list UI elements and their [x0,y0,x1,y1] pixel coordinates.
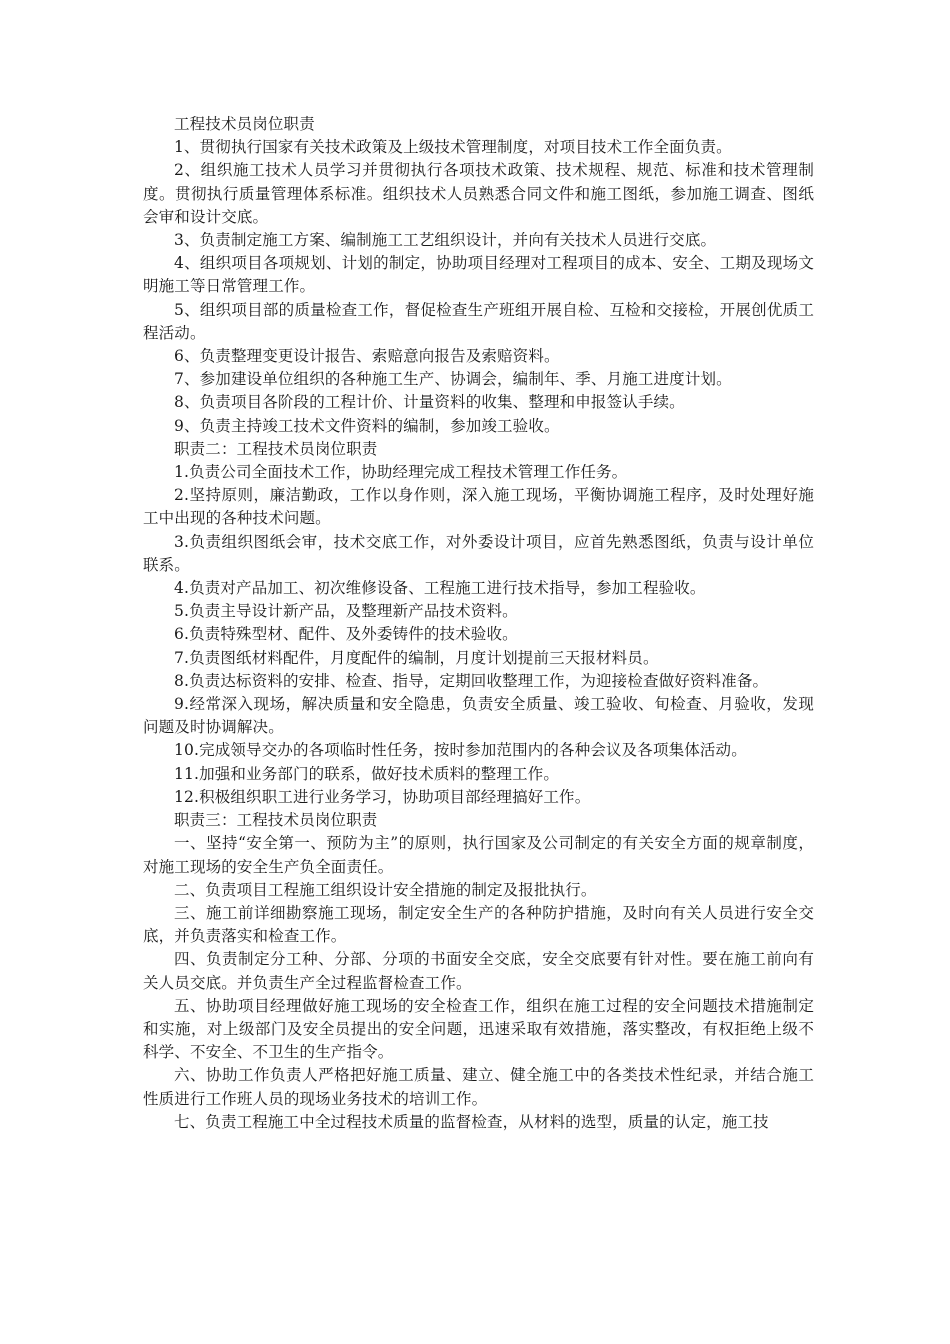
duty-paragraph: 三、施工前详细勘察施工现场，制定安全生产的各种防护措施，及时向有关人员进行安全交底，并负责落实和检查工作。 [143,903,814,946]
duty-paragraph: 5、组织项目部的质量检查工作，督促检查生产班组开展自检、互检和交接检，开展创优质工程活动。 [143,300,814,342]
duty-paragraph: 6、负责整理变更设计报告、索赔意向报告及索赔资料。 [174,347,560,366]
duty-paragraph: 五、协助项目经理做好施工现场的安全检查工作，组织在施工过程的安全问题技术措施制定和实施，对上级部门及安全员提出的安全问题，迅速采取有效措施，落实整改，有权拒绝上级不科学、不安全、不卫生的生产指令。 [143,996,814,1062]
duty-paragraph: 1.负责公司全面技术工作，协助经理完成工程技术管理工作任务。 [174,463,628,482]
duty-paragraph: 6.负责特殊型材、配件、及外委铸件的技术验收。 [174,625,518,644]
duty-paragraph: 3、负责制定施工方案、编制施工工艺组织设计，并向有关技术人员进行交底。 [174,231,717,250]
duty-paragraph: 六、协助工作负责人严格把好施工质量、建立、健全施工中的各类技术性纪录，并结合施工性质进行工作班人员的现场业务技术的培训工作。 [143,1066,814,1108]
duty-paragraph: 10.完成领导交办的各项临时性任务，按时参加范围内的各种会议及各项集体活动。 [174,741,747,760]
document-title: 工程技术员岗位职责 [174,115,315,133]
duty-paragraph: 二、负责项目工程施工组织设计安全措施的制定及报批执行。 [174,880,597,899]
duty-paragraph: 9.经常深入现场，解决质量和安全隐患，负责安全质量、竣工验收、旬检查、月验收，发现问题及时协调解决。 [143,695,814,737]
duty-paragraph: 4.负责对产品加工、初次维修设备、工程施工进行技术指导，参加工程验收。 [174,579,706,598]
duty-paragraph: 5.负责主导设计新产品，及整理新产品技术资料。 [174,602,518,621]
duty-paragraph: 7、参加建设单位组织的各种施工生产、协调会，编制年、季、月施工进度计划。 [174,370,732,389]
duty-paragraph: 9、负责主持竣工技术文件资料的编制，参加竣工验收。 [174,416,560,435]
duty-paragraph: 2.坚持原则，廉洁勤政，工作以身作则，深入施工现场，平衡协调施工程序，及时处理好施工中出现的各种技术问题。 [143,486,814,528]
duty-paragraph: 8、负责项目各阶段的工程计价、计量资料的收集、整理和申报签认手续。 [174,393,685,412]
duty-paragraph: 11.加强和业务部门的联系，做好技术质料的整理工作。 [174,764,560,783]
section-heading: 职责二：工程技术员岗位职责 [174,439,378,458]
duty-paragraph: 8.负责达标资料的安排、检查、指导，定期回收整理工作，为迎接检查做好资料准备。 [174,671,769,690]
duty-paragraph: 4、组织项目各项规划、计划的制定，协助项目经理对工程项目的成本、安全、工期及现场文明施工等日常管理工作。 [143,254,814,296]
duty-paragraph: 四、负责制定分工种、分部、分项的书面安全交底，安全交底要有针对性。要在施工前向有关人员交底。并负责生产全过程监督检查工作。 [143,950,814,992]
duty-paragraph: 1、贯彻执行国家有关技术政策及上级技术管理制度，对项目技术工作全面负责。 [174,138,732,157]
duty-paragraph: 一、坚持“安全第一、预防为主”的原则，执行国家及公司制定的有关安全方面的规章制度，对施工现场的安全生产负全面责任。 [143,834,814,876]
section-heading: 职责三：工程技术员岗位职责 [174,811,378,830]
duty-paragraph: 7.负责图纸材料配件，月度配件的编制，月度计划提前三天报材料员。 [174,648,659,667]
duty-paragraph: 2、组织施工技术人员学习并贯彻执行各项技术政策、技术规程、规范、标准和技术管理制度。贯彻执行质量管理体系标准。组织技术人员熟悉合同文件和施工图纸，参加施工调查、图纸会审和设计交底。 [143,161,814,226]
duty-paragraph: 七、负责工程施工中全过程技术质量的监督检查，从材料的选型，质量的认定，施工技 [174,1112,769,1131]
duty-paragraph: 12.积极组织职工进行业务学习，协助项目部经理搞好工作。 [174,787,591,806]
duty-paragraph: 3.负责组织图纸会审，技术交底工作，对外委设计项目，应首先熟悉图纸，负责与设计单位联系。 [143,532,814,574]
